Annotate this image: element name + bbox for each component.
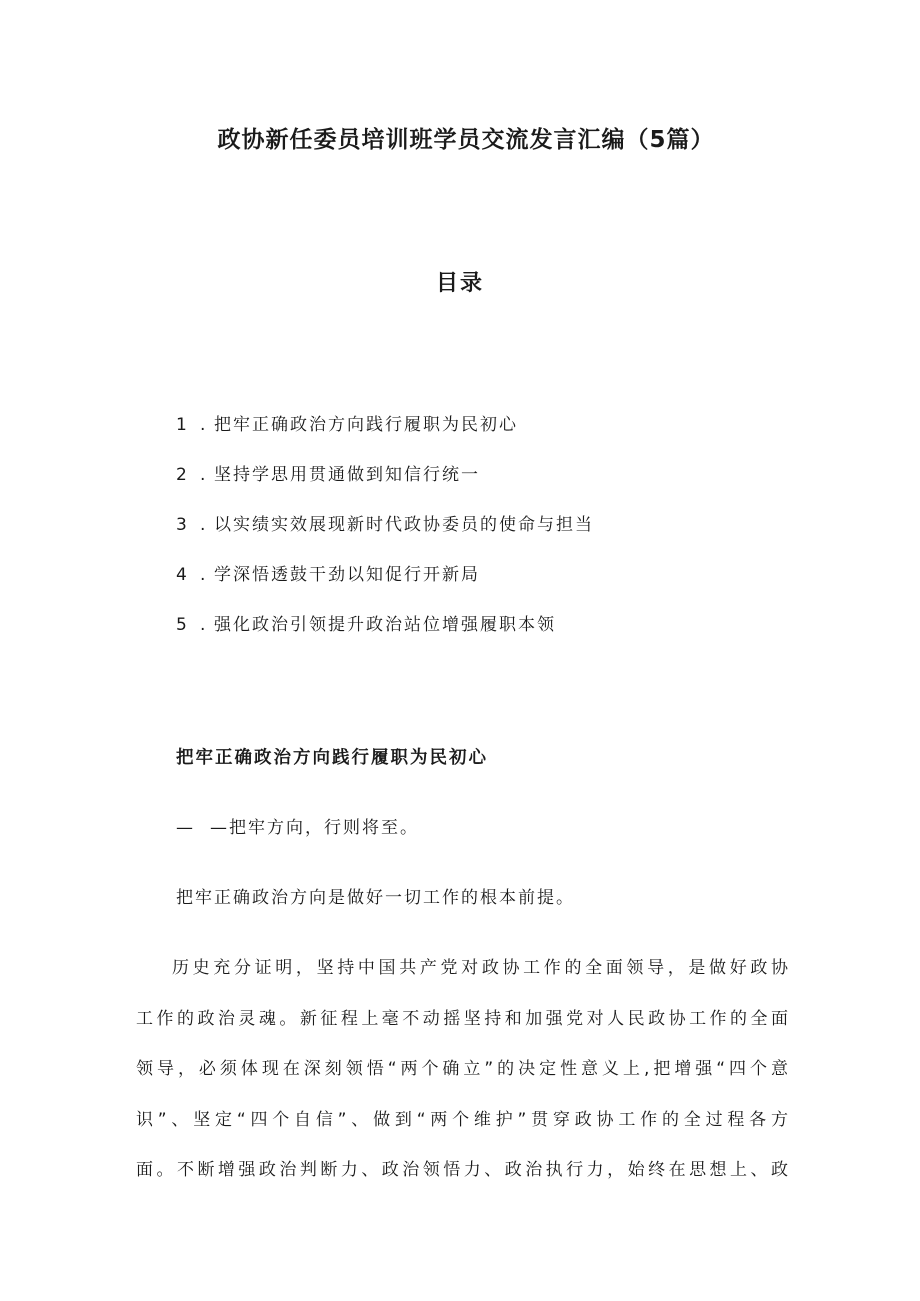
toc-item-number: 1 — [176, 415, 189, 435]
toc-item-text: 把牢正确政治方向践行履职为民初心 — [214, 415, 518, 435]
document-title: 政协新任委员培训班学员交流发言汇编（5篇） — [217, 127, 715, 153]
toc-item-number: 3 — [176, 515, 189, 535]
paragraph-line: 历史充分证明，坚持中国共产党对政协工作的全面领导，是做好政协 — [172, 958, 788, 978]
body-paragraph — [136, 948, 788, 1201]
section-intro: 把牢正确政治方向是做好一切工作的根本前提。 — [176, 888, 575, 908]
toc-item-number: 4 — [176, 565, 189, 585]
toc-item-number: 2 — [176, 465, 189, 485]
lead-text: —把牢方向，行则将至。 — [210, 818, 419, 838]
toc-item-4[interactable] — [176, 558, 796, 608]
table-of-contents — [176, 408, 796, 658]
paragraph-line: 识”、坚定“四个自信”、做到“两个维护”贯穿政协工作的全过程各方 — [136, 1109, 788, 1130]
toc-item-5[interactable] — [176, 608, 796, 658]
toc-item-1[interactable] — [176, 408, 796, 458]
toc-heading: 目录 — [435, 271, 484, 296]
toc-item-separator: . — [200, 515, 208, 535]
section-title: 把牢正确政治方向践行履职为民初心 — [176, 748, 488, 768]
toc-item-separator: . — [200, 565, 208, 585]
toc-item-text: 以实绩实效展现新时代政协委员的使命与担当 — [214, 515, 594, 535]
toc-item-3[interactable] — [176, 508, 796, 558]
paragraph-line: 工作的政治灵魂。新征程上毫不动摇坚持和加强党对人民政协工作的全面 — [136, 1008, 788, 1029]
paragraph-line: 领导，必须体现在深刻领悟“两个确立”的决定性意义上,把增强“四个意 — [136, 1059, 788, 1079]
toc-item-2[interactable] — [176, 458, 796, 508]
lead-dash: — — [176, 818, 195, 838]
toc-item-separator: . — [200, 615, 208, 635]
toc-item-separator: . — [200, 465, 208, 485]
toc-item-text: 学深悟透鼓干劲以知促行开新局 — [214, 565, 480, 585]
toc-item-text: 强化政治引领提升政治站位增强履职本领 — [214, 615, 556, 635]
section-lead-line — [176, 810, 419, 846]
paragraph-line: 面。不断增强政治判断力、政治领悟力、政治执行力，始终在思想上、政 — [136, 1160, 788, 1180]
toc-item-text: 坚持学思用贯通做到知信行统一 — [214, 465, 480, 485]
toc-item-number: 5 — [176, 615, 189, 635]
toc-item-separator: . — [200, 415, 208, 435]
